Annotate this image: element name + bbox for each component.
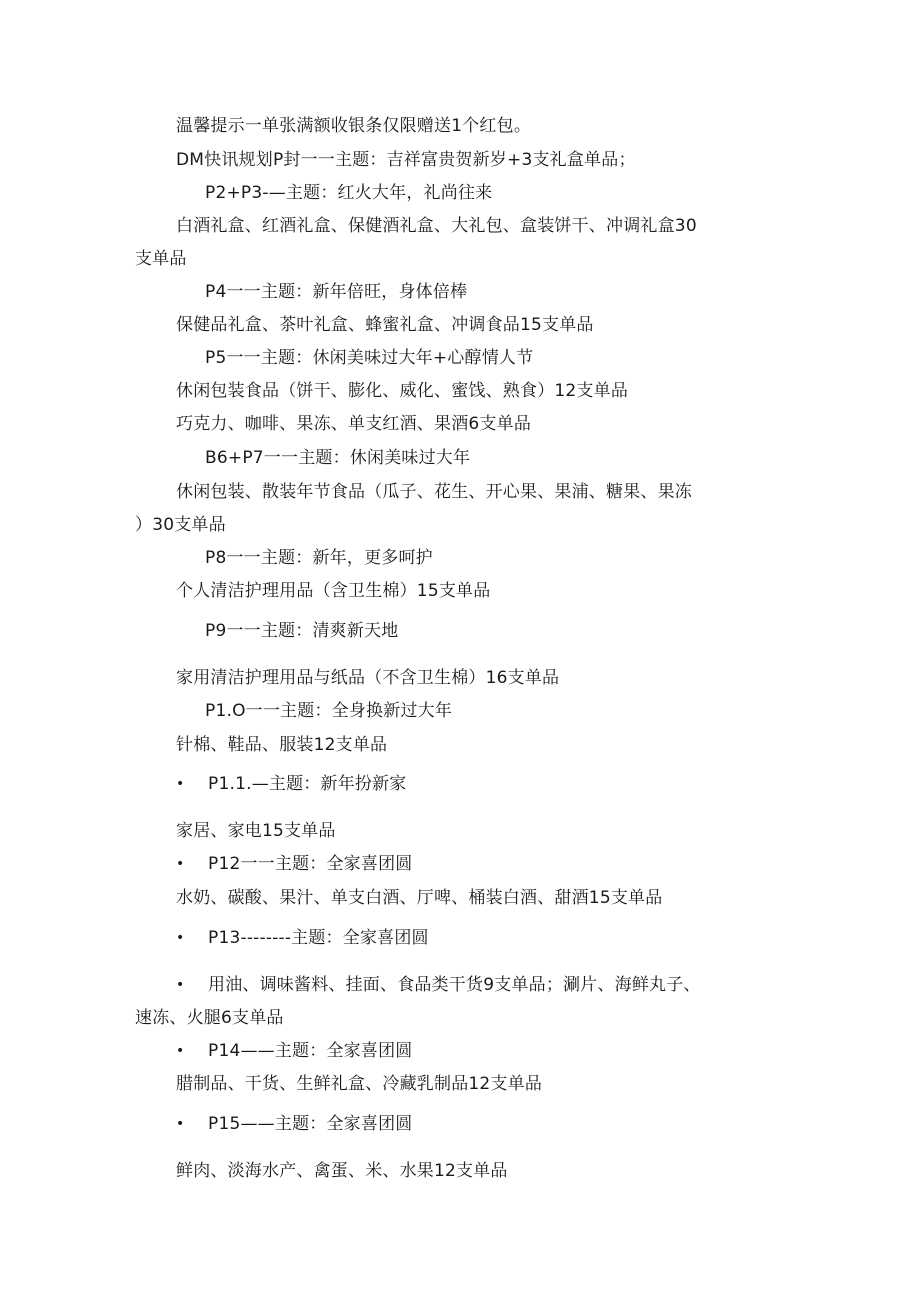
p12-items: 水奶、碳酸、果汁、单支白酒、厅啤、桶装白酒、甜酒15支单品 xyxy=(176,888,663,908)
p14-theme: P14——主题：全家喜团圆 xyxy=(208,1041,413,1061)
bullet-p12: • xyxy=(176,856,185,872)
p9-theme: P9一一主题：清爽新天地 xyxy=(205,621,399,641)
p2-p3-items-cont: 支单品 xyxy=(135,249,187,269)
b6-p7-theme: B6+P7一一主题：休闲美味过大年 xyxy=(205,448,471,468)
bullet-p15: • xyxy=(176,1116,185,1132)
p11-theme: P1.1.—主题：新年扮新家 xyxy=(208,774,407,794)
p2-p3-items: 白酒礼盒、红酒礼盒、保健酒礼盒、大礼包、盒装饼干、冲调礼盒30 xyxy=(176,216,697,236)
p13-items-cont: 速冻、火腿6支单品 xyxy=(135,1008,284,1028)
b6-p7-items: 休闲包装、散装年节食品（瓜子、花生、开心果、果浦、糖果、果冻 xyxy=(176,482,692,502)
b6-p7-items-cont: ）30支单品 xyxy=(135,515,226,535)
p5-items-2: 巧克力、咖啡、果冻、单支红酒、果酒6支单品 xyxy=(176,414,532,434)
bullet-p13: • xyxy=(176,930,185,946)
p10-theme: P1.O一一主题：全身换新过大年 xyxy=(205,701,453,721)
p11-items: 家居、家电15支单品 xyxy=(176,821,336,841)
p8-items: 个人清洁护理用品（含卫生棉）15支单品 xyxy=(176,581,491,601)
p15-items: 鲜肉、淡海水产、禽蛋、米、水果12支单品 xyxy=(176,1161,508,1181)
p14-items: 腊制品、干货、生鲜礼盒、冷藏乳制品12支单品 xyxy=(176,1074,543,1094)
bullet-p14: • xyxy=(176,1043,185,1059)
p4-theme: P4一一主题：新年倍旺，身体倍棒 xyxy=(205,282,468,302)
p12-theme: P12一一主题：全家喜团圆 xyxy=(208,854,413,874)
p15-theme: P15——主题：全家喜团圆 xyxy=(208,1114,413,1134)
dm-plan-cover-line: DM快讯规划P封一一主题：吉祥富贵贺新岁+3支礼盒单品； xyxy=(176,150,636,170)
p9-items: 家用清洁护理用品与纸品（不含卫生棉）16支单品 xyxy=(176,668,560,688)
bullet-p13-items: • xyxy=(176,977,185,993)
p10-items: 针棉、鞋品、服装12支单品 xyxy=(176,735,388,755)
notice-line: 温馨提示一单张满额收银条仅限赠送1个红包。 xyxy=(176,116,532,136)
p5-items-1: 休闲包装食品（饼干、膨化、威化、蜜饯、熟食）12支单品 xyxy=(176,381,629,401)
bullet-p11: • xyxy=(176,776,185,792)
p13-items: 用油、调味酱料、挂面、食品类干货9支单品；涮片、海鲜丸子、 xyxy=(208,975,701,995)
p2-p3-theme: P2+P3-—主题：红火大年，礼尚往来 xyxy=(205,183,493,203)
p8-theme: P8一一主题：新年，更多呵护 xyxy=(205,548,433,568)
p5-theme: P5一一主题：休闲美味过大年+心醇情人节 xyxy=(205,348,534,368)
p13-theme: P13--------主题：全家喜团圆 xyxy=(208,928,429,948)
p4-items: 保健品礼盒、茶叶礼盒、蜂蜜礼盒、冲调食品15支单品 xyxy=(176,315,594,335)
